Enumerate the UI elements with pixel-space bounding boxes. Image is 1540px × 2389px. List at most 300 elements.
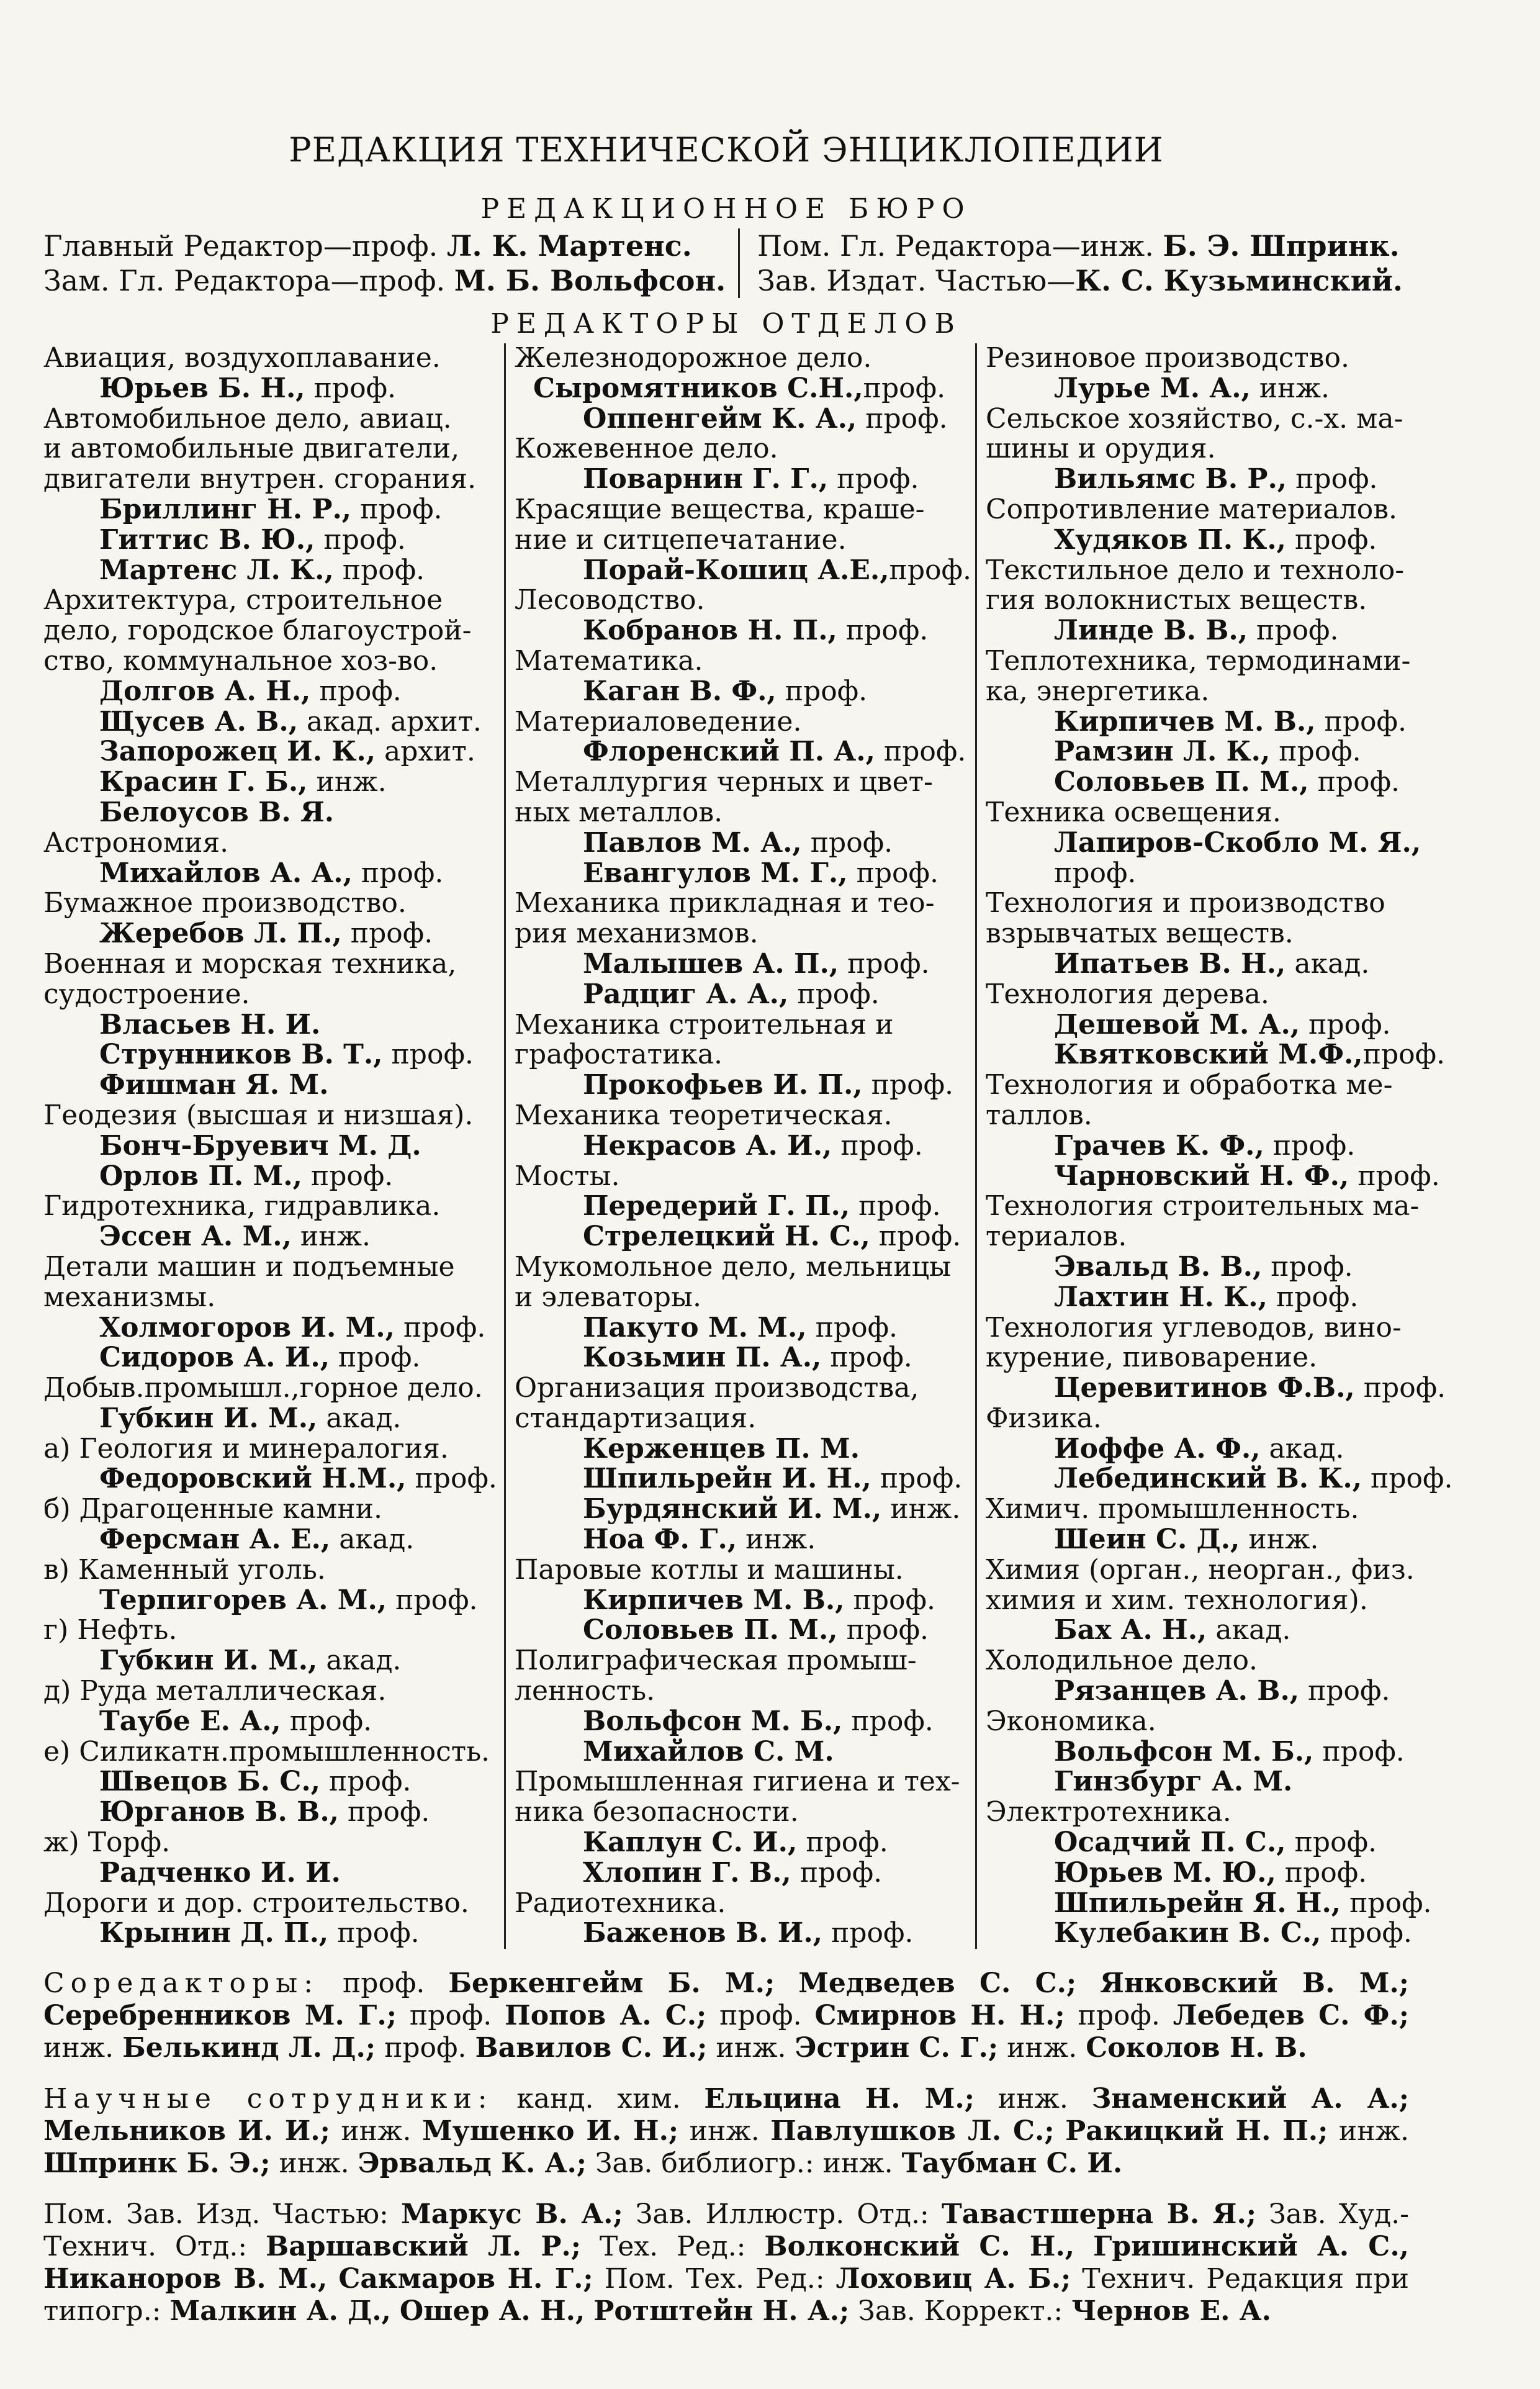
department-name: Техника освещения. — [986, 796, 1281, 828]
department-name: и элеваторы. — [515, 1281, 701, 1313]
editor-entry — [43, 798, 497, 828]
editor-name: Грачев К. Ф., — [1054, 1129, 1264, 1162]
editor-title: инж. — [291, 1221, 371, 1253]
editor-title: проф. — [863, 372, 946, 404]
department-title — [986, 495, 1439, 525]
plain-text: Зав. Иллюстр. Отд.: — [623, 2198, 942, 2231]
coeditors-paragraph — [43, 1967, 1409, 2064]
department-title — [986, 888, 1439, 919]
editor-name: Хлопин Г. В., — [583, 1856, 791, 1889]
editor-entry — [986, 828, 1439, 859]
person-name: Серебренников М. Г.; — [43, 2000, 397, 2032]
department-title — [986, 343, 1439, 374]
department-name: Технология строительных ма- — [986, 1190, 1420, 1222]
department-title — [515, 1252, 968, 1283]
editor-title: проф. — [791, 1856, 883, 1889]
editor-entry — [986, 525, 1439, 556]
editor-entry — [515, 1191, 968, 1222]
plain-text: проф. — [376, 2032, 475, 2064]
plain-text: Технич. Редакция при типогр.: — [43, 2263, 1409, 2328]
editor-entry — [43, 1918, 497, 1949]
person-name: Маркус В. А.; — [401, 2198, 623, 2231]
editor-title: проф. — [837, 1614, 929, 1646]
editor-title: инж. — [737, 1524, 816, 1556]
department-name: ние и ситцепечатание. — [515, 523, 847, 556]
editor-name: Губкин И. М., — [99, 1645, 318, 1677]
editor-name: Ноа Ф. Г., — [583, 1524, 737, 1556]
editor-name: Керженцев П. М. — [583, 1432, 860, 1465]
editor-entry — [43, 495, 497, 525]
department-name: Физика. — [986, 1402, 1102, 1434]
board-line — [43, 263, 726, 298]
department-title — [515, 1010, 968, 1041]
editor-entry — [986, 1162, 1439, 1192]
department-title — [986, 556, 1439, 586]
editor-name: Белоусов В. Я. — [99, 796, 335, 828]
department-title — [986, 1586, 1439, 1616]
editor-entry — [986, 737, 1439, 767]
editor-entry — [515, 1313, 968, 1344]
department-title — [515, 888, 968, 919]
editor-name: Юрганов В. В., — [99, 1796, 339, 1828]
person-name: Малкин А. Д., — [169, 2295, 391, 2328]
editor-title: проф. — [315, 523, 406, 556]
editor-title: акад. архит. — [298, 705, 482, 738]
plain-text: инж. — [707, 2032, 795, 2064]
editor-entry — [43, 1162, 497, 1192]
department-name: Астрономия. — [43, 826, 229, 859]
person-name: Эрвальд К. А.; — [358, 2147, 587, 2180]
plain-text — [1074, 2231, 1093, 2262]
department-name: курение, пивоварение. — [986, 1342, 1318, 1374]
editor-name: Вильямс В. Р., — [1054, 463, 1287, 495]
department-name: Организация производства, — [515, 1372, 919, 1404]
editor-entry — [986, 1767, 1439, 1797]
editor-entry — [43, 1070, 497, 1101]
department-title — [986, 1101, 1439, 1131]
managers-paragraph — [43, 2198, 1409, 2328]
editor-entry — [515, 677, 968, 707]
board-right-column — [740, 228, 1409, 298]
editor-name: Иоффе А. Ф., — [1054, 1432, 1261, 1465]
department-name: Технология дерева. — [986, 978, 1269, 1010]
person-name: Медведев С. С.; — [798, 1967, 1077, 2000]
plain-text — [585, 2295, 593, 2327]
editor-entry — [515, 404, 968, 435]
editor-name: Худяков П. К., — [1054, 523, 1286, 556]
editor-name: Передерий Г. П., — [583, 1190, 850, 1222]
editor-entry — [43, 1010, 497, 1041]
editor-entry — [43, 525, 497, 556]
editor-entry — [43, 1858, 497, 1889]
plain-text: проф. — [319, 1967, 449, 2000]
plain-text — [775, 1967, 798, 1999]
editor-name: Козьмин П. А., — [583, 1342, 822, 1374]
plain-text — [1076, 1967, 1100, 1999]
person-name: Лебедев С. Ф.; — [1173, 2000, 1409, 2032]
editor-title: инж. — [307, 766, 387, 798]
editor-title: проф. — [1313, 1735, 1405, 1768]
department-title — [43, 1101, 497, 1131]
editor-entry — [986, 1858, 1439, 1889]
department-name: ных металлов. — [515, 796, 723, 828]
department-name: стандартизация. — [515, 1402, 757, 1434]
editor-entry — [43, 1222, 497, 1252]
department-name: а) Геология и минералогия. — [43, 1432, 449, 1465]
plain-text: канд. хим. — [493, 2083, 705, 2115]
role-text: Зам. Гл. Редактора—проф. — [43, 264, 454, 297]
department-title — [515, 1404, 968, 1434]
editor-entry — [515, 1707, 968, 1737]
editor-entry — [515, 1858, 968, 1889]
department-name: Механика теоретическая. — [515, 1099, 893, 1131]
department-name: г) Нефть. — [43, 1614, 178, 1646]
person-name: Гришинский А. С., — [1092, 2231, 1409, 2263]
editor-name: Жеребов Л. П., — [99, 918, 342, 950]
editor-name: Губкин И. М., — [99, 1402, 318, 1434]
editor-title: проф. — [394, 1311, 486, 1344]
department-title — [515, 585, 968, 616]
editor-title: проф. — [842, 1705, 934, 1737]
department-name: Полиграфическая промыш- — [515, 1645, 917, 1677]
department-title — [986, 404, 1439, 435]
editor-title: проф. — [1362, 1463, 1453, 1495]
editor-title: инж. — [1240, 1524, 1319, 1556]
editor-entry — [515, 1494, 968, 1525]
role-text: Главный Редактор—проф. — [43, 229, 447, 263]
department-name: ство, коммунальное хоз-во. — [43, 644, 438, 677]
section-label: Соредакторы: — [43, 1967, 320, 2000]
editor-title: акад. — [317, 1402, 402, 1434]
editor-entry — [986, 1131, 1439, 1162]
department-title — [515, 495, 968, 525]
department-title — [515, 434, 968, 464]
editor-name: Б. Э. Шпринк. — [1163, 229, 1400, 263]
editor-name: Соловьев П. М., — [583, 1614, 838, 1646]
editor-entry — [43, 859, 497, 889]
editor-name: Бриллинг Н. Р., — [99, 493, 352, 525]
editor-title: проф. — [387, 1584, 478, 1616]
editor-entry — [43, 374, 497, 404]
department-name: Технология и производство — [986, 887, 1385, 919]
department-name: Автомобильное дело, авиац. — [43, 402, 452, 435]
editor-title: проф. — [1315, 705, 1407, 738]
department-name: Текстильное дело и техноло- — [986, 554, 1405, 586]
editor-name: Бах А. Н., — [1054, 1614, 1207, 1646]
editor-title: проф. — [844, 1584, 935, 1616]
department-name: Резиновое производство. — [986, 342, 1349, 374]
editor-name: Долгов А. Н., — [99, 675, 311, 707]
editor-title: проф. — [828, 463, 919, 495]
department-name: графостатика. — [515, 1039, 723, 1071]
department-title — [43, 888, 497, 919]
editor-entry — [43, 677, 497, 707]
department-title — [515, 1283, 968, 1313]
editor-title: проф. — [1248, 615, 1339, 647]
department-title — [986, 980, 1439, 1010]
editor-entry — [986, 464, 1439, 495]
department-name: Военная и морская техника, — [43, 947, 457, 980]
department-title — [43, 1615, 497, 1646]
editor-title: проф. — [1286, 1827, 1377, 1859]
department-title — [515, 646, 968, 677]
editor-entry — [43, 1797, 497, 1828]
editor-title: проф. — [797, 1827, 888, 1859]
department-name: дело, городское благоустрой- — [43, 615, 472, 647]
editor-title: проф. — [850, 1190, 941, 1222]
departments — [43, 342, 1453, 1949]
editor-entry — [43, 1343, 497, 1373]
editor-name: Михайлов С. М. — [583, 1735, 834, 1768]
editor-entry — [515, 1434, 968, 1465]
department-name: гия волокнистых веществ. — [986, 584, 1367, 616]
department-name: судостроение. — [43, 978, 250, 1010]
department-name: рия механизмов. — [515, 918, 759, 950]
page — [43, 130, 1453, 2328]
editor-title: проф. — [832, 1129, 923, 1162]
editor-title: проф. — [788, 978, 880, 1010]
department-name: ка, энергетика. — [986, 675, 1210, 707]
department-title — [43, 1373, 497, 1404]
editor-title: проф. — [382, 1039, 474, 1071]
department-name: Геодезия (высшая и низшая). — [43, 1099, 474, 1131]
department-title — [515, 798, 968, 828]
editorial-board — [43, 228, 1409, 298]
board-line — [43, 228, 726, 263]
plain-text: Зав. Худ.-Технич. Отд.: — [43, 2198, 1409, 2263]
department-title — [515, 1767, 968, 1797]
editor-name: Церевитинов Ф.В., — [1054, 1372, 1355, 1404]
editor-title: проф. — [776, 675, 868, 707]
department-title — [986, 1343, 1439, 1373]
editor-entry — [986, 1828, 1439, 1858]
board-line — [757, 263, 1409, 298]
editor-name: М. Б. Вольфсон. — [454, 264, 726, 297]
editor-title: проф. — [1362, 1039, 1446, 1071]
editor-title: проф. — [839, 947, 930, 980]
editor-name: Шпильрейн Я. Н., — [1054, 1887, 1341, 1919]
editor-name: Красин Г. Б., — [99, 766, 308, 798]
editor-name: Порай-Кошиц А.Е., — [583, 554, 889, 586]
department-name: Мосты. — [515, 1160, 620, 1192]
department-name: Лесоводство. — [515, 584, 705, 616]
editor-name: Эссен А. М., — [99, 1221, 292, 1253]
editor-entry — [986, 1283, 1439, 1313]
department-name: Детали машин и подъемные — [43, 1250, 455, 1283]
plain-text: проф. — [396, 2000, 505, 2032]
editor-name: Фишман Я. М. — [99, 1069, 329, 1101]
editor-title: проф. — [871, 1463, 963, 1495]
editor-name: Щусев А. В., — [99, 705, 299, 738]
department-name: Электротехника. — [986, 1796, 1232, 1828]
editor-entry — [515, 859, 968, 889]
department-title — [43, 404, 497, 435]
department-title — [986, 1555, 1439, 1586]
editor-name: Власьев Н. И. — [99, 1008, 321, 1041]
department-title — [515, 1646, 968, 1676]
department-title — [43, 1283, 497, 1313]
editor-name: Холмогоров И. М., — [99, 1311, 395, 1344]
editor-name: Ипатьев В. Н., — [1054, 947, 1286, 980]
editor-entry — [986, 1918, 1439, 1949]
editor-entry — [986, 616, 1439, 646]
editor-title: проф. — [857, 402, 948, 435]
person-name: Ошер А. Н., — [399, 2295, 585, 2328]
department-title — [43, 1889, 497, 1919]
editor-title: проф. — [821, 1342, 912, 1374]
person-name: Знаменский А. А.; — [1091, 2083, 1409, 2115]
person-name: Вавилов С. И.; — [475, 2032, 708, 2064]
person-name: Лоховиц А. Б.; — [835, 2263, 1071, 2295]
department-name: Авиация, воздухоплавание. — [43, 342, 441, 374]
editor-title: проф. — [1286, 523, 1377, 556]
editor-entry — [986, 1372, 1446, 1404]
editor-name: Лебединский В. К., — [1054, 1463, 1362, 1495]
editor-title: проф. — [1287, 463, 1378, 495]
editor-title: проф. — [310, 675, 402, 707]
editor-title: проф. — [847, 857, 939, 889]
main-title: РЕДАКЦИЯ ТЕХНИЧЕСКОЙ ЭНЦИКЛОПЕДИИ — [289, 130, 1164, 169]
editor-entry — [43, 556, 497, 586]
editor-entry — [986, 374, 1439, 404]
editor-title: проф. — [320, 1766, 412, 1798]
person-name: Мушенко И. Н.; — [421, 2115, 679, 2147]
editor-entry — [43, 1404, 497, 1434]
editor-entry — [43, 1464, 497, 1494]
editor-entry — [515, 949, 968, 980]
editor-name: Таубе Е. А., — [99, 1705, 281, 1737]
editor-title: проф. — [1264, 1129, 1356, 1162]
editor-title: проф. — [1262, 1250, 1353, 1283]
department-title — [515, 767, 968, 798]
editor-entry — [515, 1586, 968, 1616]
department-name: Сопротивление материалов. — [986, 493, 1398, 525]
department-title — [986, 859, 1439, 889]
editor-entry — [515, 1737, 968, 1768]
department-name: Дороги и дор. строительство. — [43, 1887, 469, 1919]
editor-title: проф. — [1299, 1675, 1390, 1707]
scientific-staff-paragraph — [43, 2083, 1409, 2180]
department-title — [986, 1070, 1439, 1101]
plain-text: Зав. Коррект.: — [849, 2295, 1072, 2328]
plain-text — [1055, 2115, 1066, 2147]
department-title — [43, 828, 497, 859]
person-name: Ротштейн Н. А.; — [593, 2295, 850, 2328]
editor-name: Кулебакин В. С., — [1054, 1917, 1322, 1949]
plain-text: инж. — [330, 2115, 422, 2147]
department-name: Мукомольное дело, мельницы — [515, 1250, 952, 1283]
editor-name: Юрьев М. Ю., — [1054, 1856, 1276, 1889]
editor-name: Соловьев П. М., — [1054, 766, 1309, 798]
department-name: Математика. — [515, 644, 703, 677]
editor-name: Лахтин Н. К., — [1054, 1281, 1268, 1313]
department-name: ника безопасности. — [515, 1796, 799, 1828]
editor-entry — [986, 949, 1439, 980]
editor-name: Малышев А. П., — [583, 947, 839, 980]
department-name: ленность. — [515, 1675, 655, 1707]
editor-name: Квятковский М.Ф., — [1054, 1039, 1363, 1071]
editor-name: Рязанцев А. В., — [1054, 1675, 1300, 1707]
editor-name: Юрьев Б. Н., — [99, 372, 305, 404]
department-title — [515, 525, 968, 556]
editor-title: проф. — [1341, 1887, 1432, 1919]
editor-name: Вольфсон М. Б., — [1054, 1735, 1314, 1768]
department-title — [986, 646, 1439, 677]
editor-title: проф. — [338, 1796, 430, 1828]
editor-title: проф. — [1300, 1008, 1391, 1041]
plain-text: инж. — [998, 2032, 1086, 2064]
role-text: Зав. Издат. Частью— — [757, 264, 1076, 297]
department-name: Кожевенное дело. — [515, 433, 778, 465]
editor-name: Дешевой М. А., — [1054, 1008, 1300, 1041]
editor-title: проф. — [351, 493, 443, 525]
editor-name: Радченко И. И. — [99, 1856, 341, 1889]
department-title — [986, 585, 1439, 616]
department-name: механизмы. — [43, 1281, 216, 1313]
department-title — [515, 1889, 968, 1919]
editor-name: Линде В. В., — [1054, 615, 1248, 647]
editor-entry — [986, 1676, 1439, 1707]
departments-column-2 — [506, 343, 977, 1949]
department-title — [43, 949, 497, 980]
editor-name: Некрасов А. И., — [583, 1129, 832, 1162]
person-name: Попов А. С.; — [505, 2000, 707, 2032]
person-name: Чернов Е. А. — [1071, 2295, 1271, 2328]
department-name: двигатели внутрен. сгорания. — [43, 463, 476, 495]
department-title — [43, 980, 497, 1010]
editor-entry — [986, 1525, 1439, 1555]
editor-entry — [515, 1828, 968, 1858]
editor-name: Стрелецкий Н. С., — [583, 1221, 870, 1253]
person-name: Янковский В. М.; — [1100, 1967, 1409, 2000]
department-title — [986, 1494, 1439, 1525]
department-name: Гидротехника, гидравлика. — [43, 1190, 441, 1222]
department-title — [43, 1191, 497, 1222]
department-name: Холодильное дело. — [986, 1645, 1258, 1677]
person-name: Смирнов Н. Н.; — [814, 2000, 1065, 2032]
person-name: Мельников И. И.; — [43, 2115, 330, 2147]
department-title — [986, 434, 1439, 464]
department-name: Металлургия черных и цвет- — [515, 766, 933, 798]
editor-name: Евангулов М. Г., — [583, 857, 848, 889]
editor-title: проф. — [281, 1705, 372, 1737]
plain-text — [391, 2295, 400, 2327]
editor-entry — [515, 1070, 968, 1101]
department-name: Технология и обработка ме- — [986, 1069, 1393, 1101]
editor-title: проф. — [1321, 1917, 1412, 1949]
department-title — [43, 585, 497, 616]
department-title — [986, 919, 1439, 949]
editor-name: Орлов П. М., — [99, 1160, 302, 1192]
editor-entry — [986, 707, 1439, 738]
department-title — [515, 1373, 968, 1404]
editor-name: Гинзбург А. М. — [1054, 1766, 1293, 1798]
editor-title: инж. — [1250, 372, 1330, 404]
editor-title: проф. — [837, 615, 929, 647]
editor-entry — [43, 1767, 497, 1797]
department-title — [515, 1555, 968, 1586]
editor-entry — [43, 1040, 497, 1070]
editor-entry — [43, 919, 497, 949]
editor-title: проф. — [352, 857, 444, 889]
editor-name: К. С. Кузьминский. — [1075, 264, 1403, 297]
editor-name: Кирпичев М. В., — [1054, 705, 1316, 738]
department-name: Красящие вещества, краше- — [515, 493, 925, 525]
plain-text: инж. — [43, 2032, 123, 2064]
department-name: Механика прикладная и тео- — [515, 887, 935, 919]
editor-title: проф. — [1308, 766, 1400, 798]
department-name: Промышленная гигиена и тех- — [515, 1766, 960, 1798]
